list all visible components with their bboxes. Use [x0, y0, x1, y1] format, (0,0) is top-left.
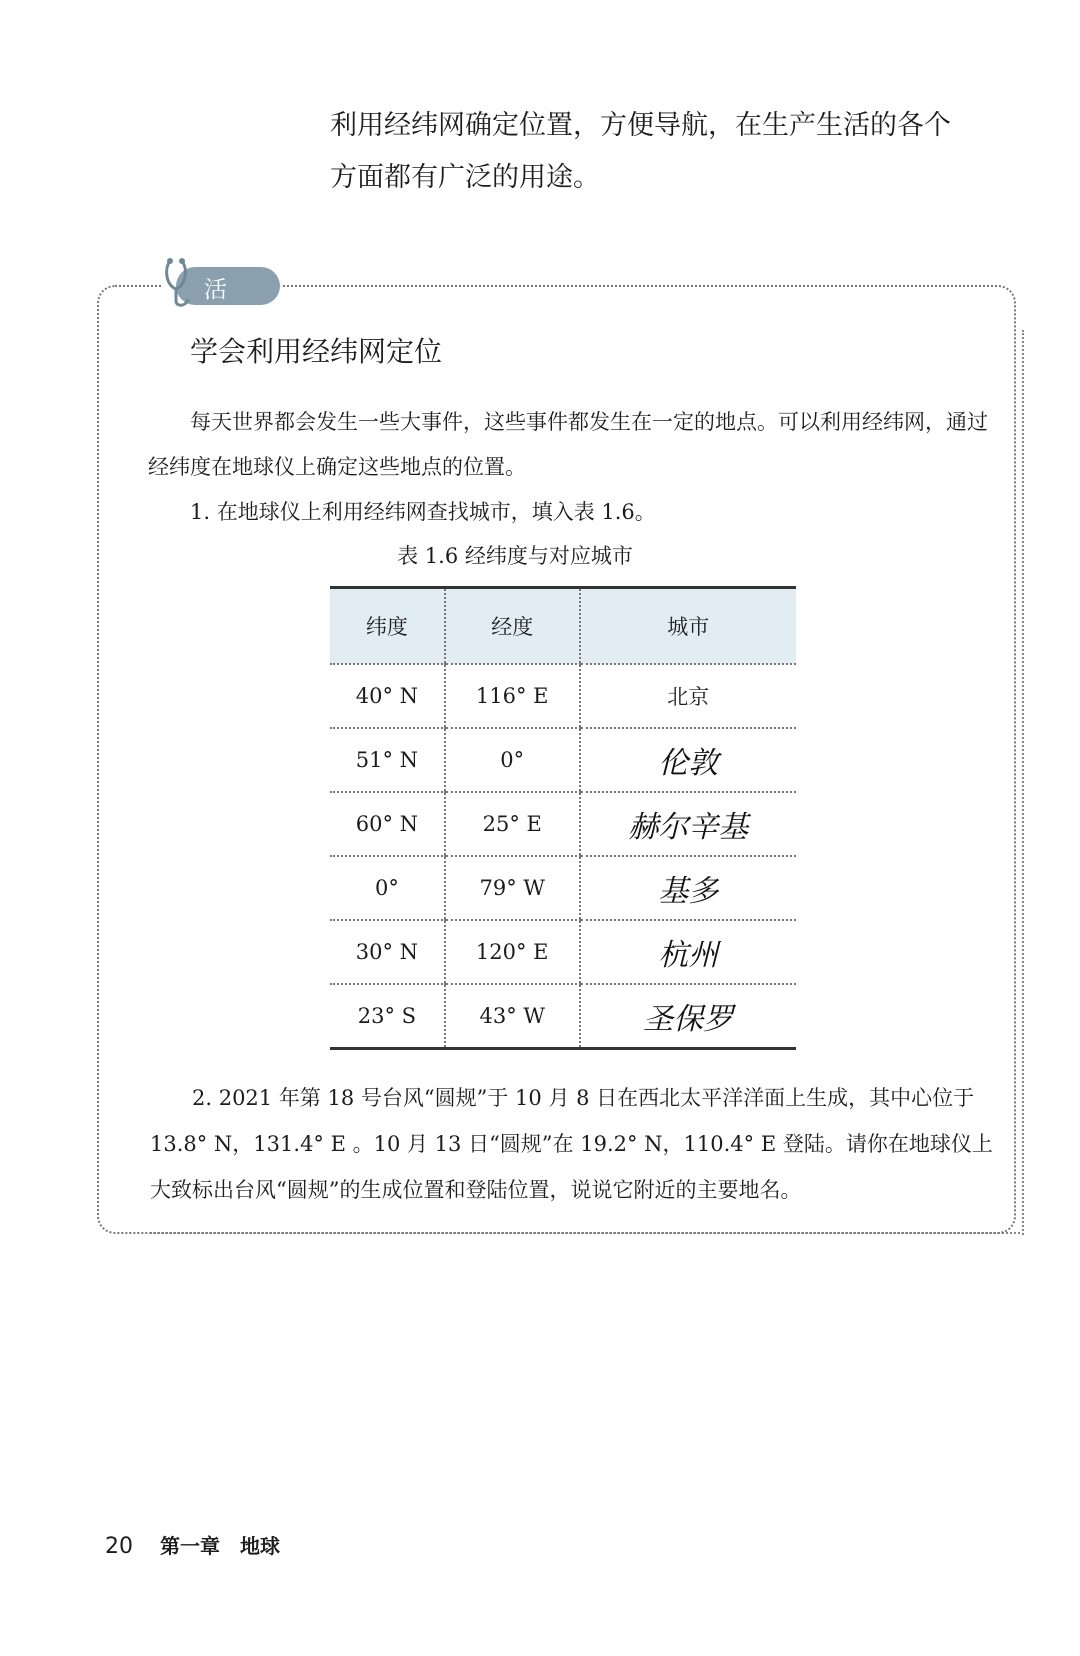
- intro-line-1: 利用经纬网确定位置，方便导航，在生产生活的各个: [330, 110, 951, 141]
- latitude-cell: 23° S: [330, 984, 445, 1049]
- step-1: 1. 在地球仪上利用经纬网查找城市，填入表 1.6。: [190, 500, 656, 524]
- page-footer: [105, 1530, 280, 1559]
- city-cell-handwritten: 赫尔辛基: [580, 792, 796, 856]
- city-cell-handwritten: 杭州: [580, 920, 796, 984]
- table-caption-text: 表 1.6 经纬度与对应城市: [397, 544, 633, 568]
- longitude-cell: 25° E: [445, 792, 580, 856]
- latitude-cell: 0°: [330, 856, 445, 920]
- longitude-cell: 79° W: [445, 856, 580, 920]
- city-cell-handwritten: 伦敦: [580, 728, 796, 792]
- table-row: [330, 856, 796, 920]
- activity-box-shadow-right: [1022, 330, 1026, 1235]
- latlon-table: [330, 586, 796, 1050]
- header-city: 城市: [580, 588, 796, 665]
- latitude-cell: 60° N: [330, 792, 445, 856]
- activity-badge: [162, 255, 282, 336]
- latitude-cell: 30° N: [330, 920, 445, 984]
- table-row: [330, 728, 796, 792]
- latitude-cell: 51° N: [330, 728, 445, 792]
- chapter-title: 第一章 地球: [160, 1534, 280, 1558]
- table-row: [330, 664, 796, 728]
- table-row: [330, 792, 796, 856]
- activity-paragraph: 每天世界都会发生一些大事件，这些事件都发生在一定的地点。可以利用经纬网，通过经纬度在地球仪上确定这些地点的位置。: [148, 410, 988, 479]
- stethoscope-icon: [162, 255, 208, 311]
- header-latitude: 纬度: [330, 588, 445, 665]
- activity-title: 学会利用经纬网定位: [190, 335, 443, 368]
- longitude-cell: 120° E: [445, 920, 580, 984]
- city-cell-handwritten: 圣保罗: [580, 984, 796, 1049]
- longitude-cell: 43° W: [445, 984, 580, 1049]
- longitude-cell: 0°: [445, 728, 580, 792]
- intro-text: [330, 100, 1030, 204]
- intro-line-2: 方面都有广泛的用途。: [330, 162, 600, 193]
- header-longitude: 经度: [445, 588, 580, 665]
- table-row: [330, 920, 796, 984]
- table-header-row: [330, 588, 796, 665]
- badge-label: 活 动: [204, 277, 237, 336]
- longitude-cell: 116° E: [445, 664, 580, 728]
- table-row: [330, 984, 796, 1049]
- page-number: 20: [105, 1534, 133, 1559]
- city-cell-handwritten: 基多: [580, 856, 796, 920]
- table-caption: [0, 540, 1080, 570]
- step-2: 2. 2021 年第 18 号台风“圆规”于 10 月 8 日在西北太平洋洋面上生成，其中心位于 13.8° N，131.4° E 。10 月 13 日“圆规”在 19.2° N，110.4° E 登陆。请你在地球仪上大致标出台风“圆规”的生成位置和登陆位置，说说它附近的主要地名。: [150, 1086, 993, 1202]
- latitude-cell: 40° N: [330, 664, 445, 728]
- city-cell: 北京: [580, 664, 796, 728]
